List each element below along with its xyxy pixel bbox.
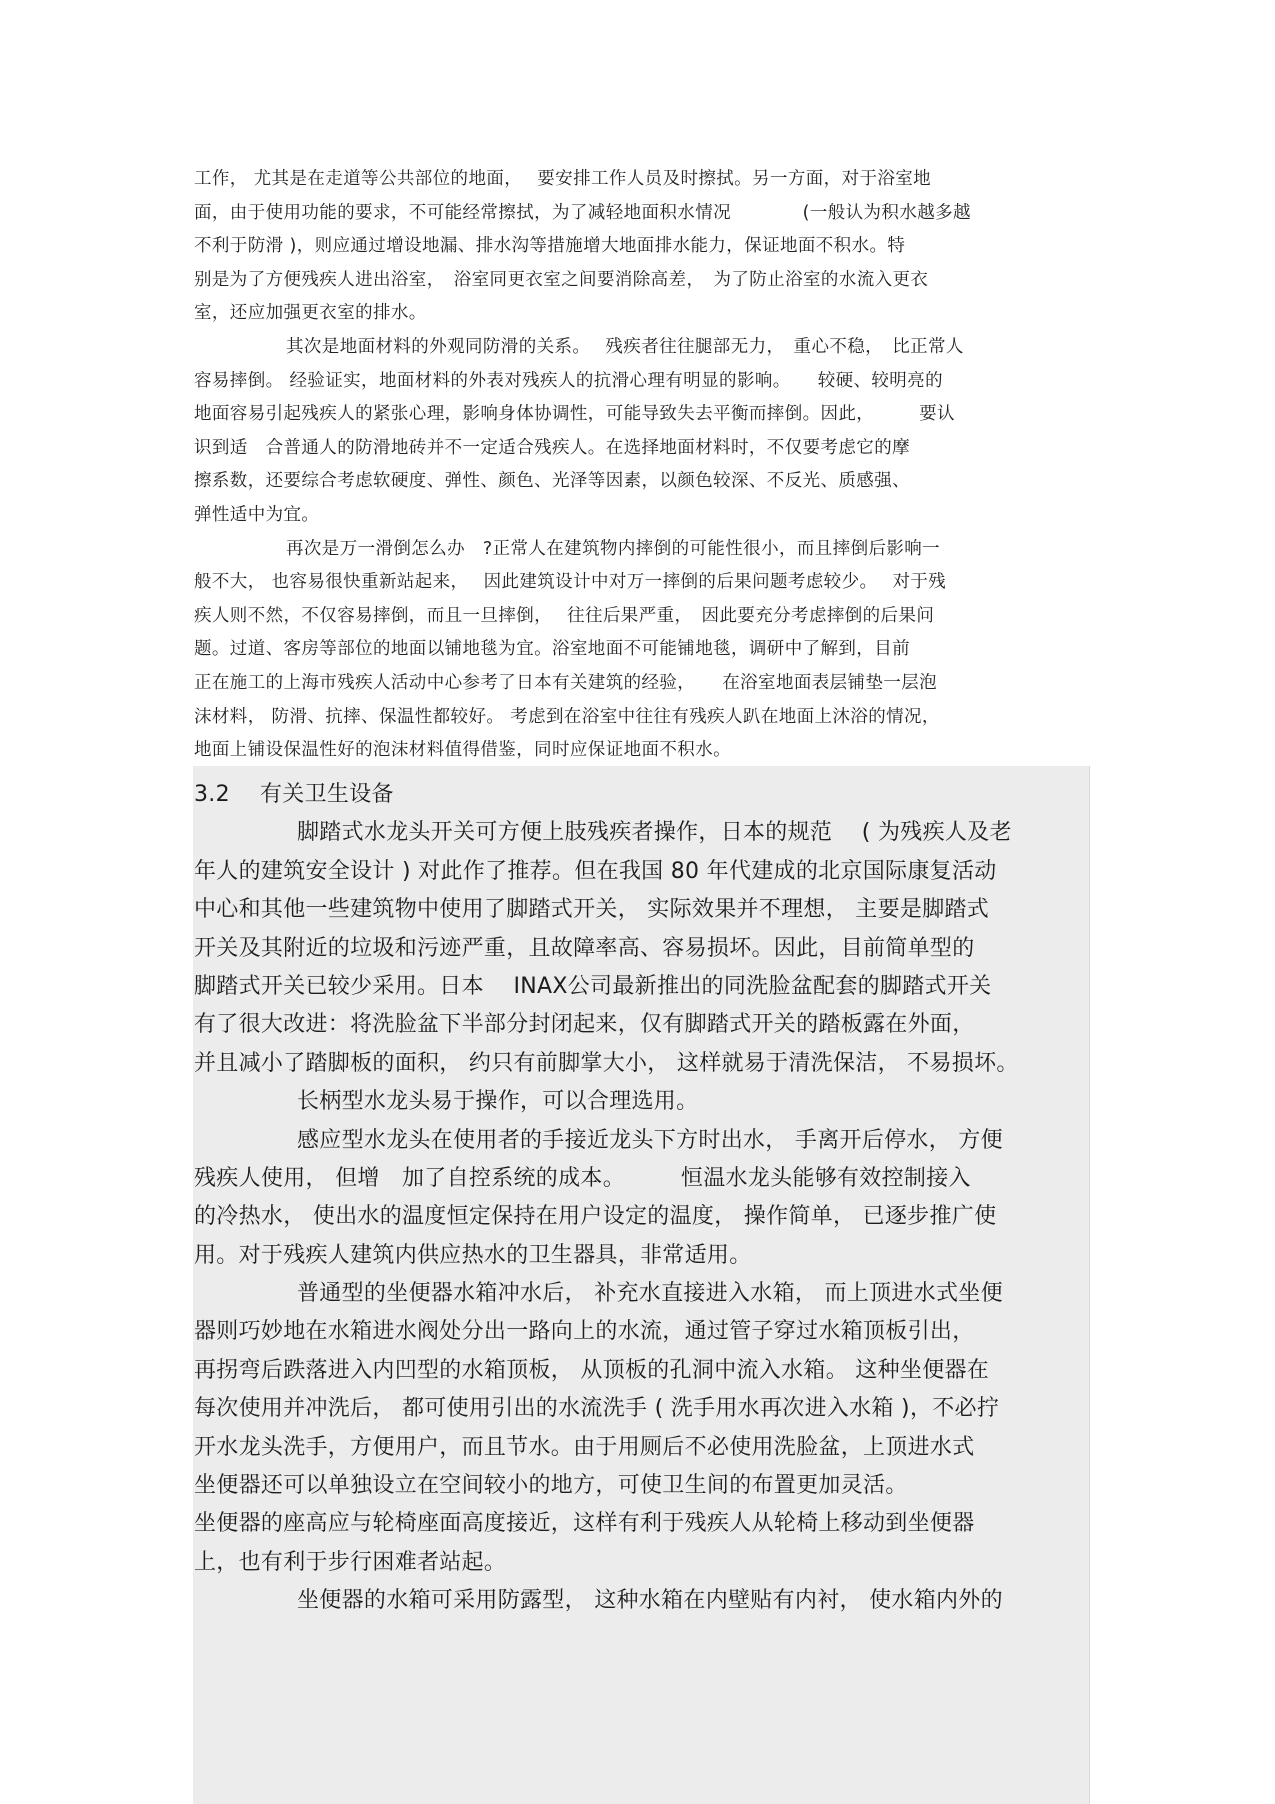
text-line: 其次是地面材料的外观同防滑的关系。 残疾者往往腿部无力， 重心不稳， 比正常人 [286, 336, 964, 357]
text-line: 每次使用并冲洗后， 都可使用引出的水流洗手 ( 洗手用水再次进入水箱 )，不必拧 [194, 1396, 1000, 1422]
text-line: 面，由于使用功能的要求，不可能经常擦拭，为了减轻地面积水情况 (一般认为积水越多越 [194, 202, 971, 223]
text-line: 地面容易引起残疾人的紧张心理，影响身体协调性，可能导致失去平衡而摔倒。因此， 要认 [194, 404, 955, 425]
text-line: 再拐弯后跌落进入内凹型的水箱顶板， 从顶板的孔洞中流入水箱。 这种坐便器在 [194, 1357, 990, 1383]
text-line: 器则巧妙地在水箱进水阀处分出一路向上的水流，通过管子穿过水箱顶板引出， [194, 1319, 975, 1345]
text-line: 不利于防滑 )，则应通过增设地漏、排水沟等措施增大地面排水能力，保证地面不积水。特 [194, 236, 906, 257]
text-line: 般不大， 也容易很快重新站起来， 因此建筑设计中对万一摔倒的后果问题考虑较少。 对于残 [194, 572, 947, 593]
text-line: 年人的建筑安全设计 ) 对此作了推荐。但在我国 80 年代建成的北京国际康复活动 [194, 858, 997, 884]
text-line: 开水龙头洗手，方便用户，而且节水。由于用厕后不必使用洗脸盆，上顶进水式 [194, 1434, 975, 1460]
text-line: 坐便器的座高应与轮椅座面高度接近，这样有利于残疾人从轮椅上移动到坐便器 [194, 1511, 975, 1537]
text-line: 地面上铺设保温性好的泡沫材料值得借鉴，同时应保证地面不积水。 [194, 740, 731, 761]
text-line: 上，也有利于步行困难者站起。 [194, 1549, 507, 1575]
text-line: 中心和其他一些建筑物中使用了脚踏式开关， 实际效果并不理想， 主要是脚踏式 [194, 897, 990, 923]
section-number: 3.2 [194, 782, 230, 807]
text-line: 弹性适中为宜。 [194, 504, 320, 525]
section-title: 有关卫生设备 [260, 782, 394, 807]
text-line: 长柄型水龙头易于操作，可以合理选用。 [297, 1089, 699, 1115]
floor-slip-section [194, 163, 1094, 768]
section-heading [194, 776, 1086, 814]
text-line: 脚踏式水龙头开关可方便上肢残疾者操作，日本的规范 ( 为残疾人及老 [297, 820, 1012, 846]
text-line: 题。过道、客房等部位的地面以铺地毯为宜。浴室地面不可能铺地毯，调研中了解到，目前 [194, 639, 910, 660]
text-line: 残疾人使用， 但增 加了自控系统的成本。 恒温水龙头能够有效控制接入 [194, 1165, 971, 1191]
text-line: 坐便器还可以单独设立在空间较小的地方，可使卫生间的布置更加灵活。 [194, 1473, 908, 1499]
text-line: 并且减小了踏脚板的面积， 约只有前脚掌大小， 这样就易于清洗保洁， 不易损坏。 [194, 1050, 1019, 1076]
sanitary-equipment-section [193, 766, 1090, 1804]
text-line: 脚踏式开关已较少采用。日本 INAX公司最新推出的同洗脸盆配套的脚踏式开关 [194, 973, 992, 999]
text-line: 擦系数，还要综合考虑软硬度、弹性、颜色、光泽等因素，以颜色较深、不反光、质感强、 [194, 471, 910, 492]
text-line: 再次是万一滑倒怎么办 ?正常人在建筑物内摔倒的可能性很小，而且摔倒后影响一 [286, 538, 941, 559]
text-line: 室，还应加强更衣室的排水。 [194, 303, 427, 324]
text-line: 别是为了方便残疾人进出浴室， 浴室同更衣室之间要消除高差， 为了防止浴室的水流入更衣 [194, 269, 929, 290]
text-line: 普通型的坐便器水箱冲水后， 补充水直接进入水箱， 而上顶进水式坐便 [297, 1281, 1003, 1307]
text-line: 用。对于残疾人建筑内供应热水的卫生器具，非常适用。 [194, 1242, 752, 1268]
text-line: 疾人则不然，不仅容易摔倒，而且一旦摔倒， 往往后果严重， 因此要充分考虑摔倒的后果问 [194, 605, 935, 626]
text-line: 感应型水龙头在使用者的手接近龙头下方时出水， 手离开后停水， 方便 [297, 1127, 1003, 1153]
text-line: 有了很大改进：将洗脸盆下半部分封闭起来，仅有脚踏式开关的踏板露在外面， [194, 1012, 975, 1038]
text-line: 沫材料， 防滑、抗摔、保温性都较好。 考虑到在浴室中往往有残疾人趴在地面上沐浴的情况， [194, 706, 940, 727]
text-line: 坐便器的水箱可采用防露型， 这种水箱在内壁贴有内衬， 使水箱内外的 [297, 1588, 1003, 1614]
text-line: 正在施工的上海市残疾人活动中心参考了日本有关建筑的经验， 在浴室地面表层铺垫一层泡 [194, 672, 938, 693]
text-line: 开关及其附近的垃圾和污迹严重，且故障率高、容易损坏。因此，目前简单型的 [194, 935, 975, 961]
text-line: 容易摔倒。 经验证实，地面材料的外表对残疾人的抗滑心理有明显的影响。 较硬、较明亮的 [194, 370, 944, 391]
text-line: 识到适 合普通人的防滑地砖并不一定适合残疾人。在选择地面材料时，不仅要考虑它的摩 [194, 437, 910, 458]
text-line: 工作， 尤其是在走道等公共部位的地面， 要安排工作人员及时擦拭。另一方面，对于浴室地 [194, 169, 932, 189]
text-line: 的冷热水， 使出水的温度恒定保持在用户设定的温度， 操作简单， 已逐步推广使 [194, 1204, 997, 1230]
